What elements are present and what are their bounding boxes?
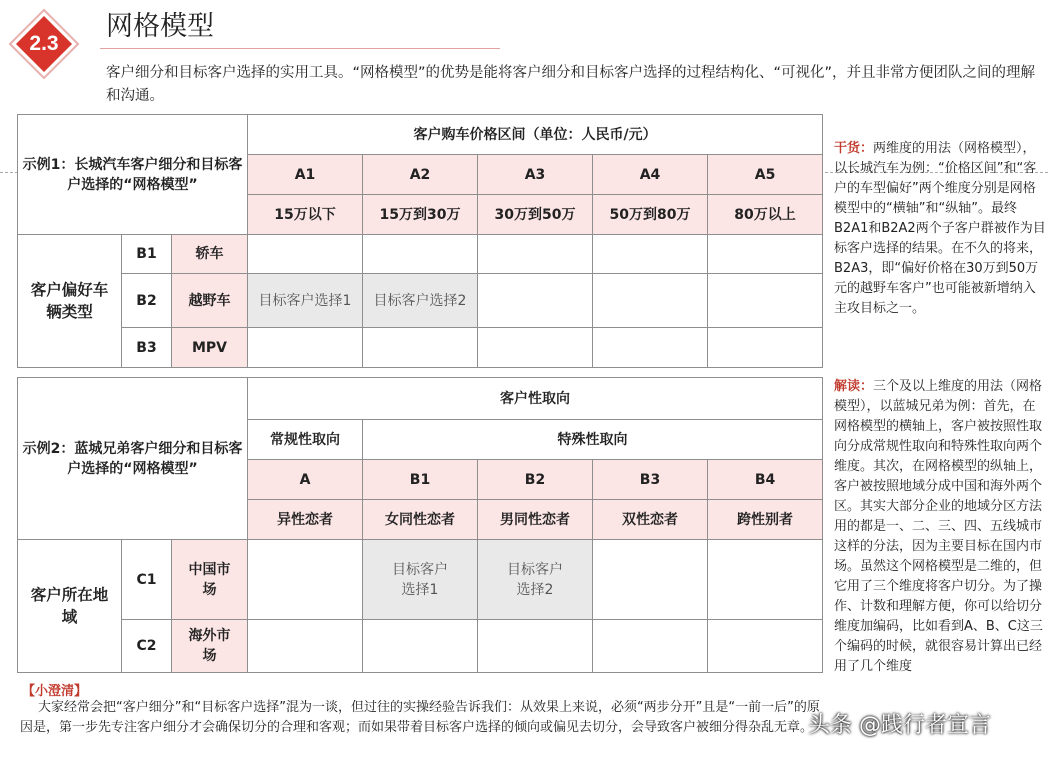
- column-label: 30万到50万: [478, 195, 593, 235]
- sidebar-tag: 干货：: [834, 141, 874, 156]
- column-label: 80万以上: [708, 195, 823, 235]
- group-special: 特殊性取向: [363, 420, 823, 460]
- column-code: B4: [708, 460, 823, 500]
- grid-cell: [363, 328, 478, 368]
- column-code: A4: [593, 155, 708, 195]
- target-cell: 目标客户选择1: [363, 540, 478, 620]
- grid-cell: [708, 235, 823, 274]
- page-title: 网格模型: [106, 11, 214, 41]
- sidebar-text: 两维度的用法（网格模型），以长城汽车为例：“价格区间”和“客户的车型偏好”两个维度分别是网格模型中的“横轴”和“纵轴”。最终B2A1和B2A2两个子客户群被作为目标客户选择的结果。在不久的将来，B2A3，即“偏好价格在30万到50万元的越野车客户”也可能被新增纳入主攻目标之一。: [834, 141, 1046, 316]
- column-label: 女同性恋者: [363, 500, 478, 540]
- section-number: 2.3: [29, 32, 59, 55]
- column-code: B2: [478, 460, 593, 500]
- target-cell: 目标客户选择1: [248, 274, 363, 328]
- grid-cell: [478, 328, 593, 368]
- intro-paragraph: 客户细分和目标客户选择的实用工具。“网格模型”的优势是能将客户细分和目标客户选择的过程结构化、“可视化”，并且非常方便团队之间的理解和沟通。: [106, 65, 1036, 104]
- column-code: A3: [478, 155, 593, 195]
- grid-cell: [593, 274, 708, 328]
- row-label: 越野车: [172, 274, 248, 328]
- row-label: MPV: [172, 328, 248, 368]
- grid-cell: [248, 328, 363, 368]
- row-code: B2: [122, 274, 172, 328]
- column-label: 15万到30万: [363, 195, 478, 235]
- column-code: A2: [363, 155, 478, 195]
- example2-title: 示例2：蓝城兄弟客户细分和目标客户选择的“网格模型”: [18, 378, 248, 540]
- column-label: 双性恋者: [593, 500, 708, 540]
- column-label: 跨性别者: [708, 500, 823, 540]
- column-label: 50万到80万: [593, 195, 708, 235]
- grid-cell: [593, 235, 708, 274]
- sidebar-tag: 解读：: [834, 379, 874, 394]
- grid-cell: [363, 235, 478, 274]
- target-cell: 目标客户选择2: [363, 274, 478, 328]
- grid-cell: [248, 620, 363, 673]
- example1-column-header: 客户购车价格区间（单位：人民币/元）: [248, 115, 823, 155]
- grid-cell: [708, 328, 823, 368]
- note-text: 大家经常会把“客户细分”和“目标客户选择”混为一谈，但过往的实操经验告诉我们：从效果上来说，必须“两步分开”且是“一前一后”的原因是，第一步先专注客户细分才会确保切分的合理和客观；而如果带着目标客户选择的倾向或偏见去切分，会导致客户被细分得杂乱无章。: [20, 700, 820, 735]
- column-code: A5: [708, 155, 823, 195]
- row-label: 轿车: [172, 235, 248, 274]
- title-divider: [100, 48, 500, 49]
- grid-cell: [708, 274, 823, 328]
- note-tag: 【小澄清】: [22, 684, 88, 699]
- grid-cell: [478, 620, 593, 673]
- column-label: 男同性恋者: [478, 500, 593, 540]
- watermark: 头条 @践行者宣言: [808, 713, 991, 738]
- grid-cell: [708, 620, 823, 673]
- row-label: 中国市场: [172, 540, 248, 620]
- grid-cell: [248, 540, 363, 620]
- grid-model-table-1: [17, 114, 823, 368]
- column-code: B1: [363, 460, 478, 500]
- column-code: A: [248, 460, 363, 500]
- grid-cell: [248, 235, 363, 274]
- sidebar-note-1: [834, 139, 1046, 319]
- grid-cell: [593, 540, 708, 620]
- grid-cell: [478, 274, 593, 328]
- row-code: C2: [122, 620, 172, 673]
- grid-cell: [363, 620, 478, 673]
- grid-model-table-2: [17, 377, 823, 673]
- row-code: B1: [122, 235, 172, 274]
- example2-column-header: 客户性取向: [248, 378, 823, 420]
- column-code: A1: [248, 155, 363, 195]
- sidebar-text: 三个及以上维度的用法（网格模型），以蓝城兄弟为例：首先，在网格模型的横轴上，客户被按照性取向分成常规性取向和特殊性取向两个维度。其次，在网格模型的纵轴上，客户被按照地域分成中国和海外两个区。其实大部分企业的地域分区方法用的都是一、二、三、四、五线城市这样的分法，因为主要目标在国内市场。虽然这个网格模型是二维的，但它用了三个维度将客户切分。为了操作、计数和理解方便，你可以给切分维度加编码，比如看到A、B、C这三个编码的时候，就很容易计算出已经用了几个维度: [834, 379, 1043, 674]
- row-code: B3: [122, 328, 172, 368]
- column-label: 15万以下: [248, 195, 363, 235]
- grid-cell: [593, 620, 708, 673]
- example2-row-header: 客户所在地域: [18, 540, 122, 673]
- grid-cell: [478, 235, 593, 274]
- example1-row-header: 客户偏好车辆类型: [18, 235, 122, 368]
- column-code: B3: [593, 460, 708, 500]
- column-label: 异性恋者: [248, 500, 363, 540]
- grid-cell: [593, 328, 708, 368]
- group-regular: 常规性取向: [248, 420, 363, 460]
- grid-cell: [708, 540, 823, 620]
- example1-title: 示例1：长城汽车客户细分和目标客户选择的“网格模型”: [18, 115, 248, 235]
- row-label: 海外市场: [172, 620, 248, 673]
- sidebar-note-2: [834, 377, 1046, 713]
- target-cell: 目标客户选择2: [478, 540, 593, 620]
- row-code: C1: [122, 540, 172, 620]
